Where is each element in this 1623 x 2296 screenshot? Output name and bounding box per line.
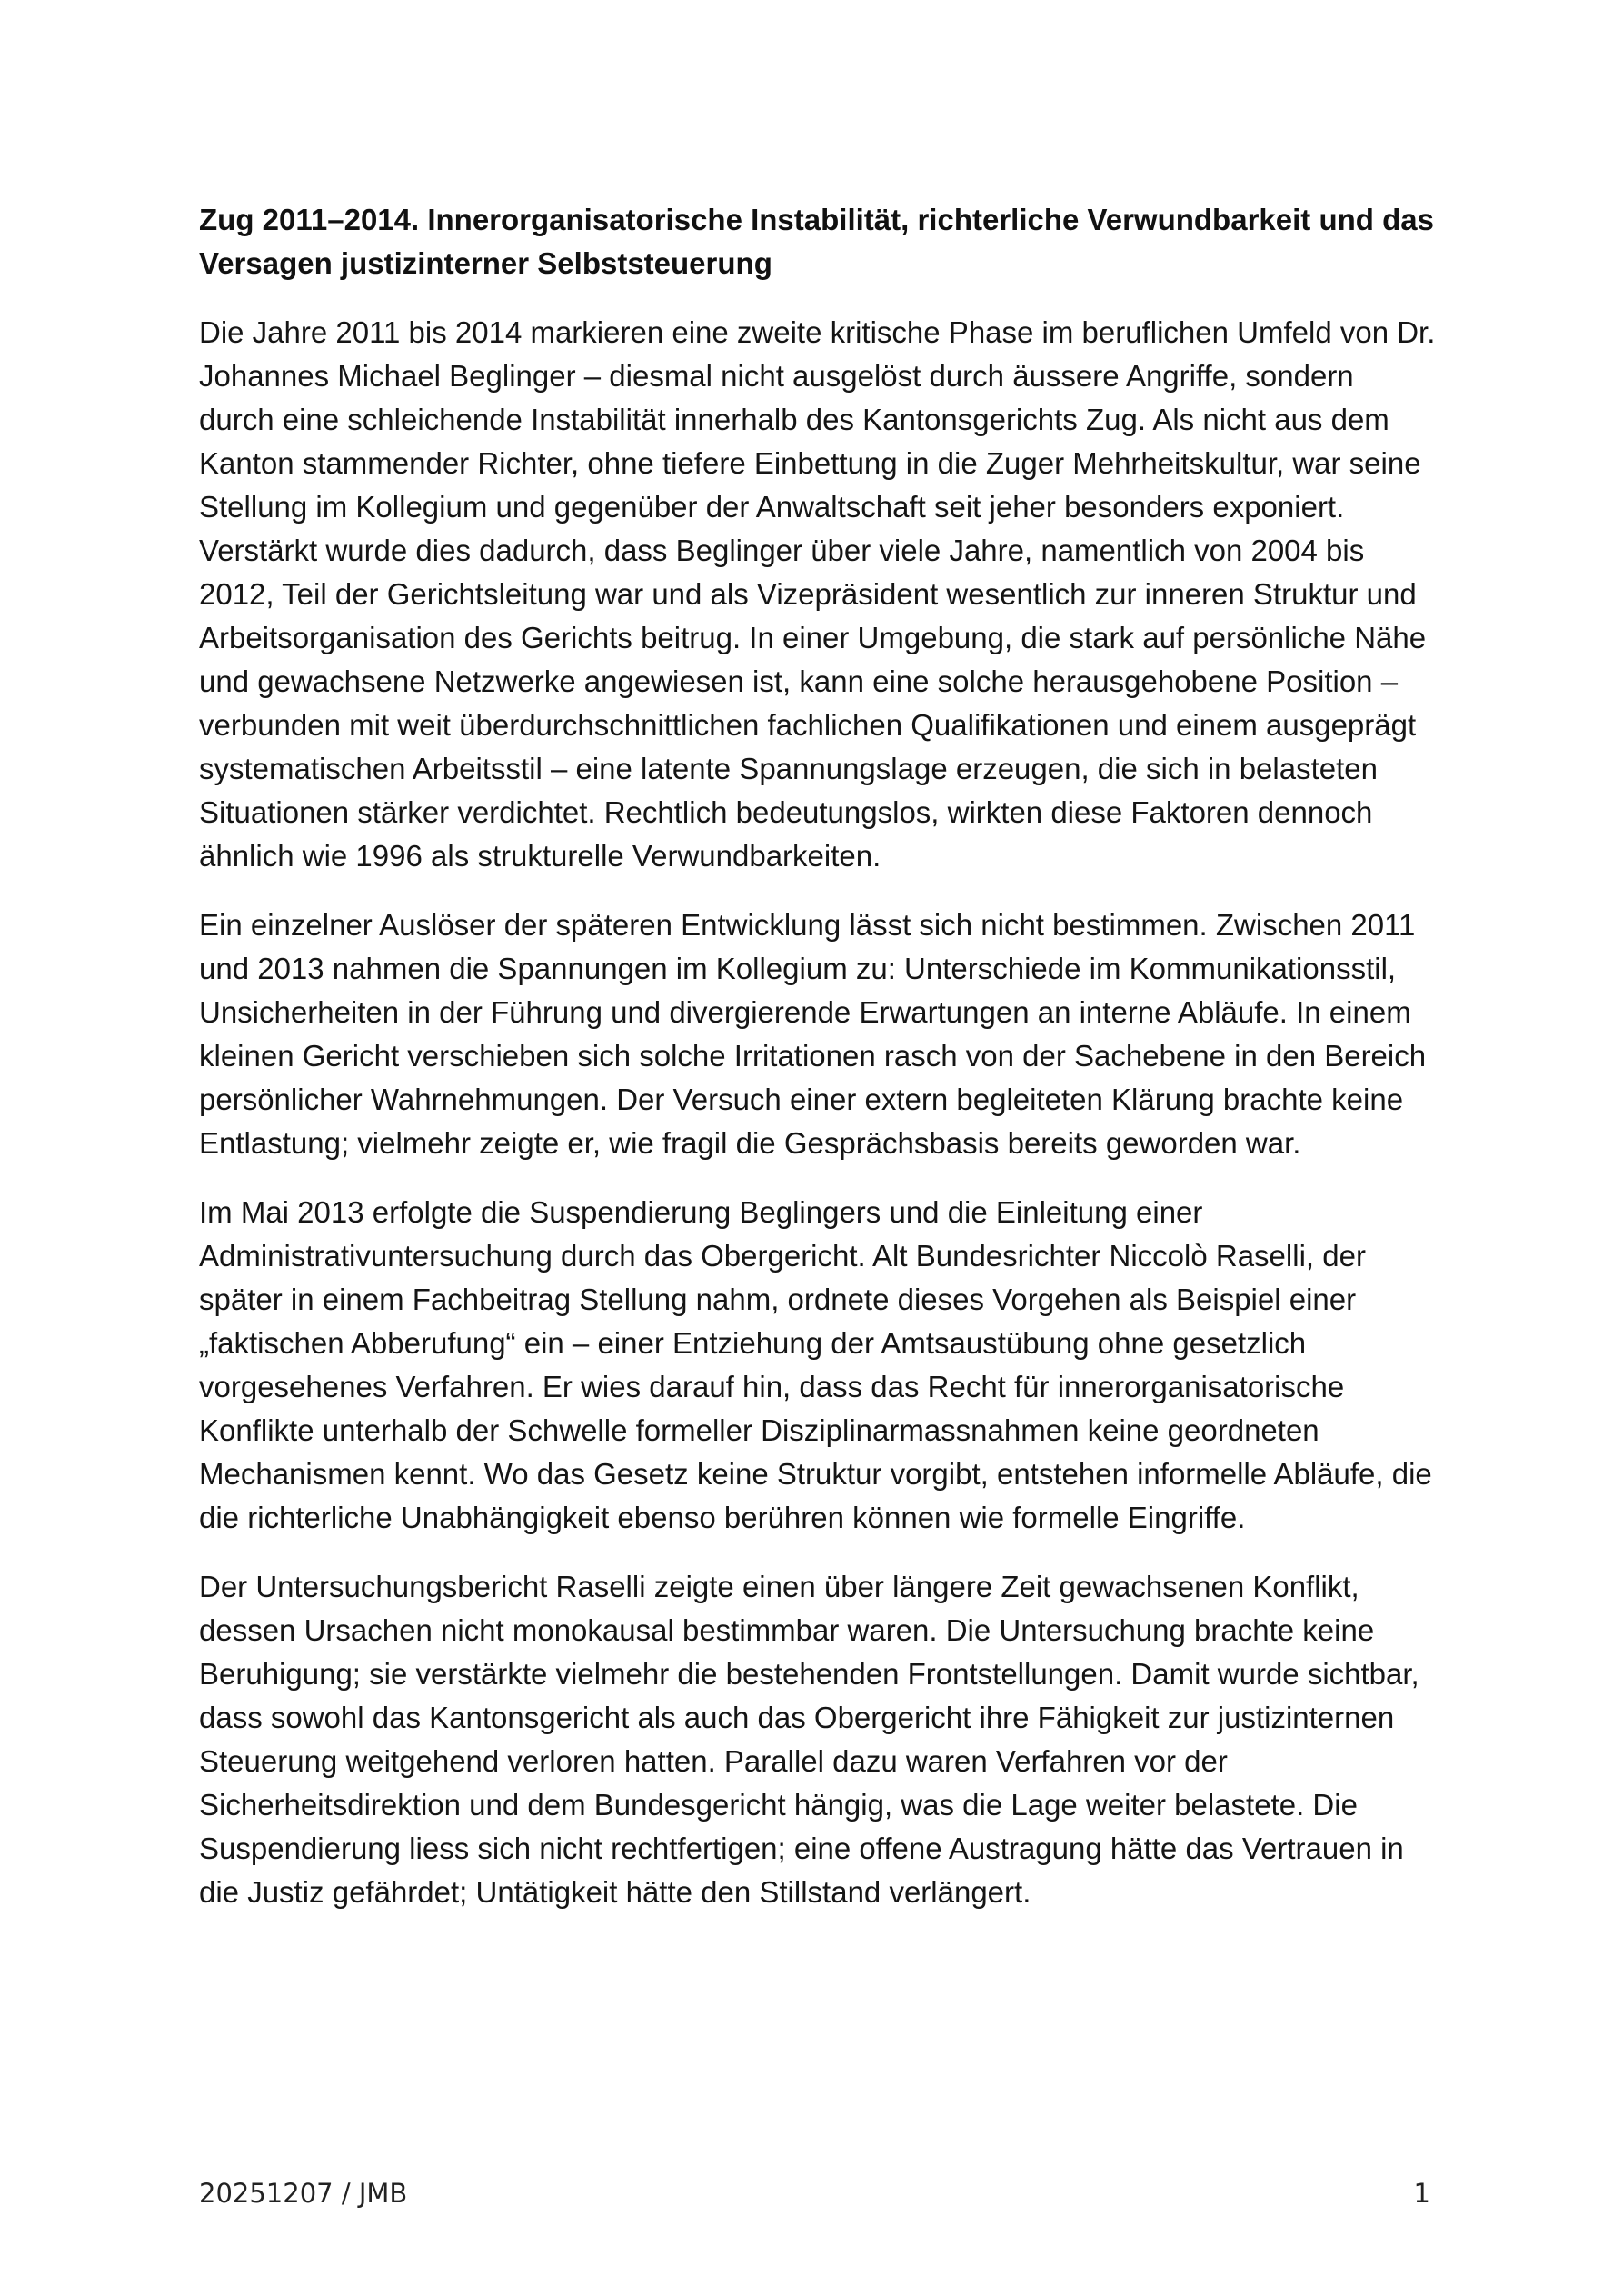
paragraph-2: Ein einzelner Auslöser der späteren Entwicklung lässt sich nicht bestimmen. Zwischen 2011 und 2013 nahmen die Spannungen im Kollegium zu: Unterschiede im Kommunikationsstil, Unsicherheiten in der Führung und divergierende Erwartungen an interne Abläufe. In einem kleinen Gericht verschieben sich solche Irritationen rasch von der Sachebene in den Bereich persönlicher Wahrnehmungen. Der Versuch einer extern begleiteten Klärung brachte keine Entlastung; vielmehr zeigte er, wie fragil die Gesprächsbasis bereits geworden war. — [199, 908, 1427, 1160]
document-body — [199, 198, 1437, 1940]
paragraph-3: Im Mai 2013 erfolgte die Suspendierung Beglingers und die Einleitung einer Administrativuntersuchung durch das Obergericht. Alt Bundesrichter Niccolò Raselli, der später in einem Fachbeitrag Stellung nahm, ordnete dieses Vorgehen als Beispiel einer „faktischen Abberufung“ ein – einer Entziehung der Amtsaustübung ohne gesetzlich vorgesehenes Verfahren. Er wies darauf hin, dass das Recht für innerorganisatorische Konflikte unterhalb der Schwelle formeller Disziplinarmassnahmen keine geordneten Mechanismen kennt. Wo das Gesetz keine Struktur vorgibt, entstehen informelle Abläufe, die die richterliche Unabhängigkeit ebenso berühren können wie formelle Eingriffe. — [199, 1195, 1432, 1534]
footer-page-number: 1 — [1413, 2178, 1430, 2209]
paragraph-4: Der Untersuchungsbericht Raselli zeigte einen über längere Zeit gewachsenen Konflikt, dessen Ursachen nicht monokausal bestimmbar waren. Die Untersuchung brachte keine Beruhigung; sie verstärkte vielmehr die bestehenden Frontstellungen. Damit wurde sichtbar, dass sowohl das Kantonsgericht als auch das Obergericht ihre Fähigkeit zur justizinternen Steuerung weitgehend verloren hatten. Parallel dazu waren Verfahren vor der Sicherheitsdirektion und dem Bundesgericht hängig, was die Lage weiter belastete. Die Suspendierung liess sich nicht rechtfertigen; eine offene Austragung hätte das Vertrauen in die Justiz gefährdet; Untätigkeit hätte den Stillstand verlängert. — [199, 1570, 1419, 1909]
section-title: Zug 2011–2014. Innerorganisatorische Instabilität, richterliche Verwundbarkeit und das Versagen justizinterner Selbststeuerung — [199, 203, 1434, 280]
paragraph-1: Die Jahre 2011 bis 2014 markieren eine zweite kritische Phase im beruflichen Umfeld von Dr. Johannes Michael Beglinger – diesmal nicht ausgelöst durch äussere Angriffe, sondern durch eine schleichende Instabilität innerhalb des Kantonsgerichts Zug. Als nicht aus dem Kanton stammender Richter, ohne tiefere Einbettung in die Zuger Mehrheitskultur, war seine Stellung im Kollegium und gegenüber der Anwaltschaft seit jeher besonders exponiert. Verstärkt wurde dies dadurch, dass Beglinger über viele Jahre, namentlich von 2004 bis 2012, Teil der Gerichtsleitung war und als Vizepräsident wesentlich zur inneren Struktur und Arbeitsorganisation des Gerichts beitrug. In einer Umgebung, die stark auf persönliche Nähe und gewachsene Netzwerke angewiesen ist, kann eine solche herausgehobene Position – verbunden mit weit überdurchschnittlichen fachlichen Qualifikationen und einem ausgeprägt systematischen Arbeitsstil – eine latente Spannungslage erzeugen, die sich in belasteten Situationen stärker verdichtet. Rechtlich bedeutungslos, wirkten diese Faktoren dennoch ähnlich wie 1996 als strukturelle Verwundbarkeiten. — [199, 315, 1436, 873]
footer-date-initials: 20251207 / JMB — [199, 2178, 408, 2209]
